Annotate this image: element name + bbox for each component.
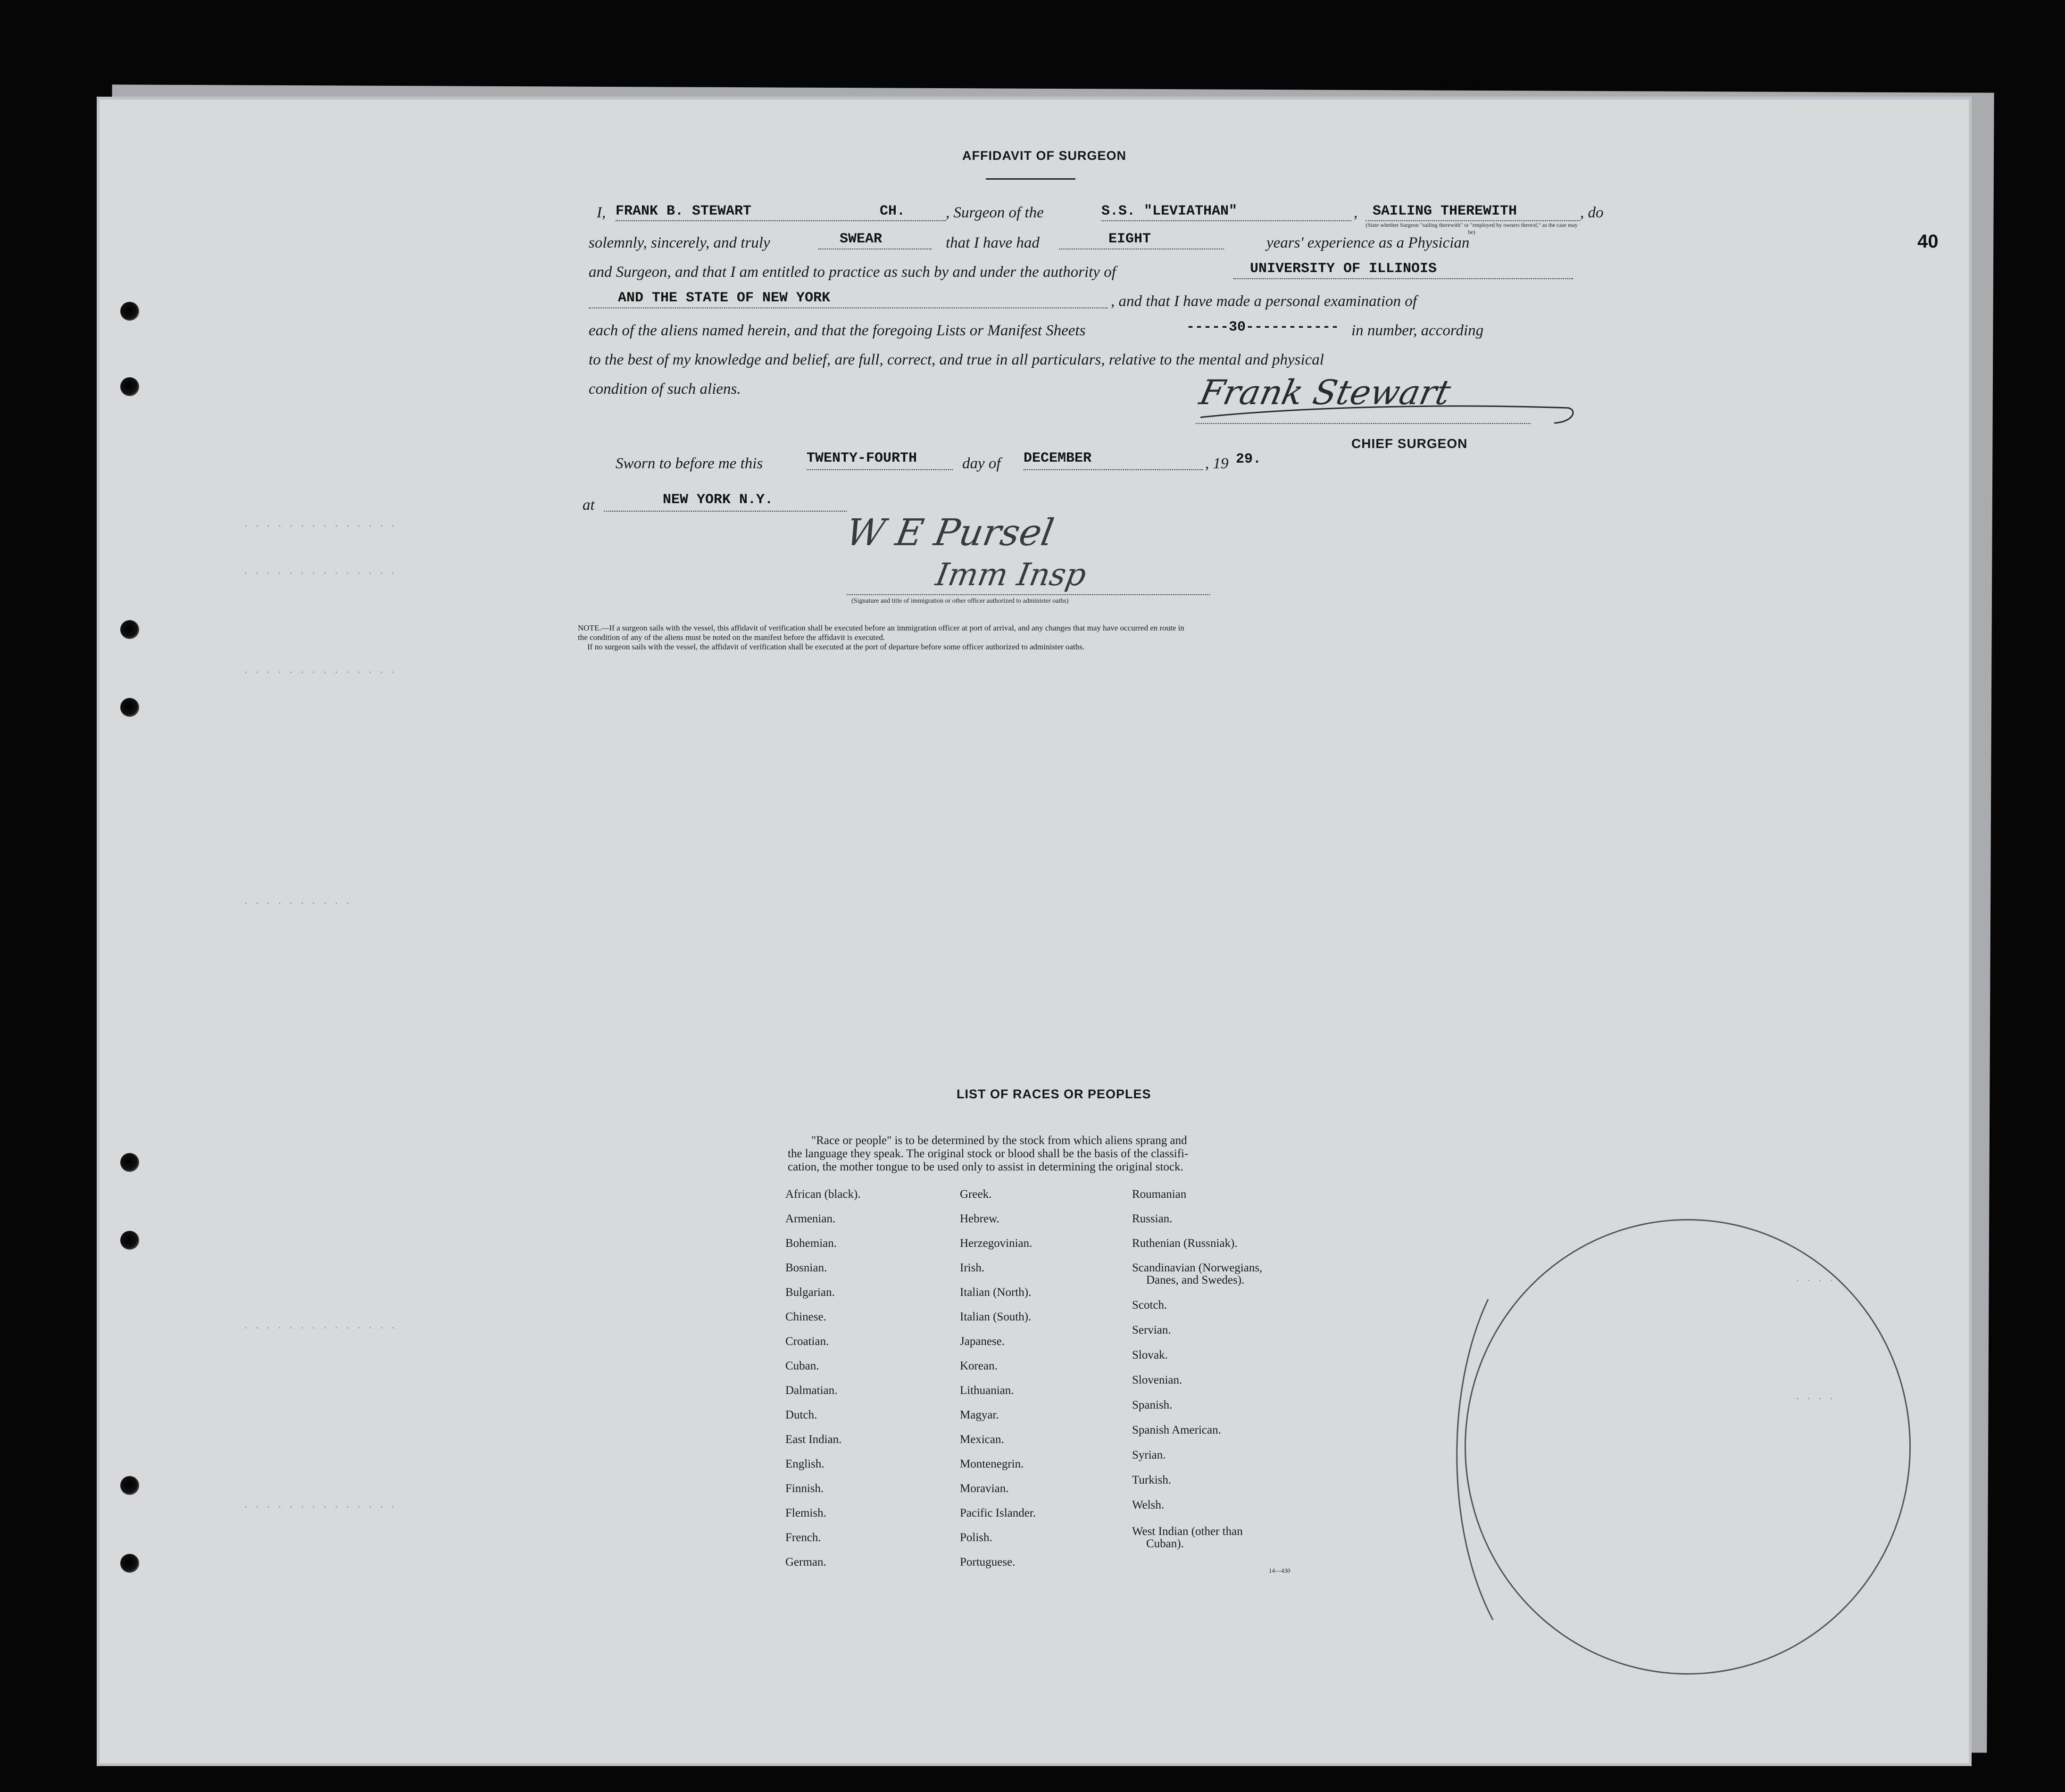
race-item: Syrian. <box>1132 1449 1166 1461</box>
affidavit-text: each of the aliens named herein, and that the foregoing Lists or Manifest Sheets <box>589 322 1086 339</box>
race-item: East Indian. <box>785 1433 842 1446</box>
sworn-place: NEW YORK N.Y. <box>663 492 774 508</box>
race-item: Slovak. <box>1132 1349 1168 1361</box>
race-item: Slovenian. <box>1132 1374 1182 1386</box>
ship-name: S.S. "LEVIATHAN" <box>1101 203 1238 219</box>
sworn-year: 29. <box>1236 451 1262 467</box>
race-item: Scotch. <box>1132 1299 1167 1311</box>
race-item: African (black). <box>785 1188 861 1201</box>
affidavit-text: day of <box>962 455 1001 472</box>
signer-title: CHIEF SURGEON <box>1351 436 1468 451</box>
fill-line <box>604 511 847 512</box>
affidavit-text: , and that I have made a personal examination of <box>1111 293 1417 310</box>
bleed-through-text: · · · · · · · · · · · · · · <box>243 568 396 579</box>
fill-line <box>616 220 946 221</box>
punch-hole <box>120 302 139 321</box>
race-item: Servian. <box>1132 1324 1171 1336</box>
race-item: Spanish American. <box>1132 1424 1221 1436</box>
punch-hole <box>120 377 139 396</box>
race-item: Welsh. <box>1132 1499 1165 1511</box>
affidavit-note <box>578 623 1184 652</box>
race-item: Montenegrin. <box>960 1458 1024 1470</box>
race-item: Hebrew. <box>960 1212 999 1225</box>
fill-line <box>1366 220 1580 221</box>
bleed-through-text: · · · · · · · · · · · · · · <box>243 1323 396 1334</box>
race-item: Finnish. <box>785 1482 824 1495</box>
officer-signature: W E Pursel <box>843 512 1057 554</box>
race-item: Armenian. <box>785 1212 836 1225</box>
race-item: Flemish. <box>785 1507 826 1519</box>
sworn-day: TWENTY-FOURTH <box>807 450 917 466</box>
note-lead: NOTE. <box>578 623 601 632</box>
punch-hole <box>120 1231 139 1250</box>
race-item: Bosnian. <box>785 1261 827 1274</box>
race-item: Greek. <box>960 1188 992 1201</box>
race-item: Russian. <box>1132 1212 1173 1225</box>
race-item: Korean. <box>960 1360 998 1372</box>
surgeon-signature: Frank Stewart <box>1196 373 1454 412</box>
affidavit-text: in number, according <box>1351 322 1484 339</box>
race-item: French. <box>785 1531 821 1544</box>
affidavit-text: , <box>1354 204 1358 221</box>
surgeon-rank: CH. <box>880 203 906 219</box>
race-item: Italian (North). <box>960 1286 1032 1299</box>
bleed-through-text: · · · · · · · · · · <box>243 898 351 909</box>
surgeon-name: FRANK B. STEWART <box>616 203 752 219</box>
race-item: Italian (South). <box>960 1311 1032 1323</box>
fill-line <box>1024 469 1203 470</box>
affidavit-heading: AFFIDAVIT OF SURGEON <box>962 149 1126 163</box>
bleed-through-text: · · · · · · · · · · · · · · <box>243 521 396 532</box>
affidavit-text: and Surgeon, and that I am entitled to practice as such by and under the authority of <box>589 264 1116 281</box>
race-item: Ruthenian (Russniak). <box>1132 1237 1238 1250</box>
races-heading: LIST OF RACES OR PEOPLES <box>957 1087 1151 1101</box>
race-item: English. <box>785 1458 824 1470</box>
race-item: Scandinavian (Norwegians, <box>1132 1261 1263 1274</box>
race-item: Polish. <box>960 1531 992 1544</box>
intro-line-2: the language they speak. The original stock or blood shall be the basis of the classifi- <box>788 1147 1189 1160</box>
sailing-status: SAILING THEREWITH <box>1373 203 1517 219</box>
signature-caption: (Signature and title of immigration or other officer authorized to administer oaths) <box>851 597 1069 605</box>
bleed-through-text: · · · · <box>1795 1394 1835 1404</box>
race-item: West Indian (other than <box>1132 1525 1243 1538</box>
affidavit-text: condition of such aliens. <box>589 381 741 398</box>
race-item: Croatian. <box>785 1335 829 1348</box>
form-number: 14—430 <box>1269 1567 1291 1574</box>
heading-rule <box>986 178 1075 180</box>
races-intro <box>788 1134 1188 1174</box>
bleed-through-text: · · · · <box>1795 1276 1835 1286</box>
punch-hole <box>120 1476 139 1495</box>
fill-line <box>1233 278 1573 279</box>
document-page <box>97 97 1972 1766</box>
intro-line-1: "Race or people" is to be determined by the stock from which aliens sprang and <box>811 1134 1187 1147</box>
affidavit-text: at <box>583 497 595 514</box>
bleed-through-text: · · · · · · · · · · · · · · <box>243 667 396 678</box>
note-line-3: If no surgeon sails with the vessel, the affidavit of verification shall be executed at the port of departure before some officer authorized to administer oaths. <box>587 642 1085 651</box>
manifest-sheet-count: -----30----------- <box>1186 319 1340 335</box>
page-number: 40 <box>1917 231 1939 252</box>
signature-line <box>847 594 1210 595</box>
race-item: Roumanian <box>1132 1188 1187 1201</box>
affidavit-text: that I have had <box>946 234 1040 251</box>
authority-line-1: UNIVERSITY OF ILLINOIS <box>1250 261 1437 277</box>
affidavit-text: I, <box>597 204 606 221</box>
stamp-circle-outer-arc <box>1436 1294 1502 1625</box>
officer-title-handwritten: Imm Insp <box>933 556 1089 593</box>
punch-hole <box>120 1554 139 1573</box>
years-experience: EIGHT <box>1108 231 1151 247</box>
oath-word: SWEAR <box>840 231 883 247</box>
race-item: Dutch. <box>785 1409 817 1421</box>
authority-line-2: AND THE STATE OF NEW YORK <box>618 290 831 306</box>
fill-line <box>807 469 953 470</box>
punch-hole <box>120 620 139 639</box>
race-item: Portuguese. <box>960 1556 1016 1568</box>
note-line-2: the condition of any of the aliens must be noted on the manifest before the affidavit is executed. <box>578 633 885 642</box>
race-item: Turkish. <box>1132 1474 1172 1486</box>
race-item: Bohemian. <box>785 1237 837 1250</box>
punch-hole <box>120 1153 139 1172</box>
race-item: German. <box>785 1556 826 1568</box>
race-item: Dalmatian. <box>785 1384 838 1397</box>
bleed-through-text: · · · · · · · · · · · · · · <box>243 1502 396 1513</box>
race-item: Moravian. <box>960 1482 1009 1495</box>
race-item: Pacific Islander. <box>960 1507 1036 1519</box>
punch-hole <box>120 698 139 717</box>
race-item: Magyar. <box>960 1409 999 1421</box>
fill-line <box>589 307 1107 308</box>
signature-line <box>1196 423 1531 424</box>
race-item: Lithuanian. <box>960 1384 1014 1397</box>
race-item: Irish. <box>960 1261 985 1274</box>
race-item: Herzegovinian. <box>960 1237 1032 1250</box>
race-item: Bulgarian. <box>785 1286 835 1299</box>
sailing-instruction: (State whether Surgeon "sailing therewith" or "employed by owners thereof," as the case may be) <box>1366 222 1578 235</box>
race-item: Japanese. <box>960 1335 1005 1348</box>
affidavit-text: , Surgeon of the <box>946 204 1044 221</box>
affidavit-text: Sworn to before me this <box>616 455 763 472</box>
note-line-1: —If a surgeon sails with the vessel, this affidavit of verification shall be executed before an immigration officer at port of arrival, and any changes that may have occurred en route in <box>601 623 1184 632</box>
stamp-circle <box>1465 1219 1911 1675</box>
intro-line-3: cation, the mother tongue to be used only to assist in determining the original stock. <box>788 1161 1183 1173</box>
race-item: Mexican. <box>960 1433 1004 1446</box>
affidavit-text: to the best of my knowledge and belief, are full, correct, and true in all particulars, relative to the mental and physical <box>589 351 1324 368</box>
race-item: Cuban). <box>1146 1537 1184 1550</box>
race-item: Chinese. <box>785 1311 826 1323</box>
race-item: Cuban. <box>785 1360 819 1372</box>
affidavit-text: solemnly, sincerely, and truly <box>589 234 770 251</box>
signature-flourish <box>1196 389 1582 427</box>
affidavit-text: years' experience as a Physician <box>1266 234 1470 251</box>
race-item: Spanish. <box>1132 1399 1173 1411</box>
fill-line <box>1101 220 1351 221</box>
affidavit-text: , 19 <box>1205 455 1229 472</box>
affidavit-text: , do <box>1580 204 1604 221</box>
race-item: Danes, and Swedes). <box>1146 1274 1245 1286</box>
sworn-month: DECEMBER <box>1024 450 1092 466</box>
